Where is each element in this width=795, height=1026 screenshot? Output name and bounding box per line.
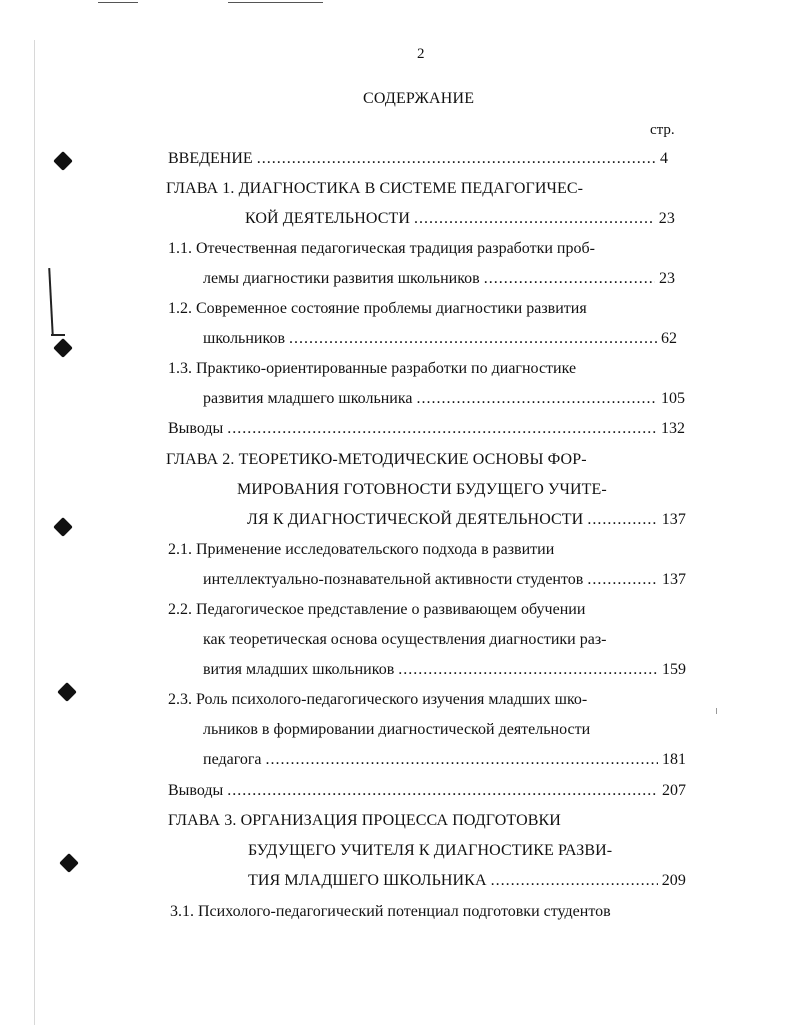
scan-top-line: [98, 2, 138, 3]
toc-label: ТИЯ МЛАДШЕГО ШКОЛЬНИКА: [248, 872, 487, 889]
punch-hole-mark: [53, 151, 73, 171]
toc-label: интеллектуально-познавательной активности студентов: [203, 571, 584, 588]
leader-dots: [484, 269, 655, 289]
toc-chapter-3-line1: ГЛАВА 3. ОРГАНИЗАЦИЯ ПРОЦЕССА ПОДГОТОВКИ: [168, 812, 561, 829]
toc-chapter-3-line2: БУДУЩЕГО УЧИТЕЛЯ К ДИАГНОСТИКЕ РАЗВИ-: [248, 842, 613, 859]
toc-chapter-2-line2: МИРОВАНИЯ ГОТОВНОСТИ БУДУЩЕГО УЧИТЕ-: [237, 481, 607, 498]
toc-page: 137: [662, 571, 686, 588]
toc-entry-chapter-1: [245, 209, 675, 229]
toc-chapter-2-line1: ГЛАВА 2. ТЕОРЕТИКО-МЕТОДИЧЕСКИЕ ОСНОВЫ ФОР-: [166, 451, 587, 468]
leader-dots: [398, 660, 658, 680]
leader-dots: [491, 871, 658, 891]
toc-entry-section-1-2: [203, 329, 677, 349]
leader-dots: [266, 750, 658, 770]
toc-label: Выводы: [168, 782, 224, 799]
toc-label: вития младших школьников: [203, 661, 395, 678]
toc-label: ВВЕДЕНИЕ: [168, 150, 253, 167]
scan-margin-line: [34, 40, 35, 1025]
toc-entry-chapter-2: [247, 510, 686, 530]
toc-label: КОЙ ДЕЯТЕЛЬНОСТИ: [245, 210, 411, 227]
toc-entry-conclusions-1: [168, 419, 685, 439]
toc-entry-section-2-2: [203, 660, 686, 680]
toc-label: развития младшего школьника: [203, 390, 413, 407]
pen-mark: [51, 334, 65, 336]
leader-dots: [414, 209, 655, 229]
toc-label: школьников: [203, 330, 285, 347]
pen-mark: [48, 268, 54, 336]
toc-section-2-2-line2: как теоретическая основа осуществления диагностики раз-: [203, 631, 607, 648]
toc-page: 159: [662, 661, 686, 678]
toc-section-2-1-line1: 2.1. Применение исследовательского подхода в развитии: [168, 541, 555, 558]
leader-dots: [587, 570, 658, 590]
toc-entry-section-1-3: [203, 389, 685, 409]
toc-page: 181: [662, 751, 686, 768]
leader-dots: [417, 389, 658, 409]
punch-hole-mark: [59, 853, 79, 873]
toc-section-1-3-line1: 1.3. Практико-ориентированные разработки по диагностике: [168, 360, 577, 377]
toc-page: 23: [659, 270, 675, 287]
toc-entry-conclusions-2: [168, 781, 686, 801]
scan-top-line: [228, 2, 323, 3]
toc-label: Выводы: [168, 420, 224, 437]
toc-section-2-2-line1: 2.2. Педагогическое представление о развивающем обучении: [168, 601, 586, 618]
toc-section-3-1-line1: 3.1. Психолого-педагогический потенциал подготовки студентов: [170, 903, 611, 920]
toc-entry-section-1-1: [203, 269, 675, 289]
toc-page: 137: [661, 511, 686, 528]
leader-dots: [227, 781, 658, 801]
leader-dots: [587, 510, 657, 530]
page-title: СОДЕРЖАНИЕ: [363, 90, 475, 107]
toc-page: 207: [662, 782, 686, 799]
punch-hole-mark: [57, 682, 77, 702]
scan-speck: [716, 708, 717, 714]
leader-dots: [257, 149, 656, 169]
toc-section-2-3-line1: 2.3. Роль психолого-педагогического изучения младших шко-: [168, 691, 588, 708]
toc-page: 4: [660, 150, 668, 167]
toc-page: 23: [658, 210, 675, 227]
page-column-label: стр.: [650, 122, 675, 138]
leader-dots: [289, 329, 657, 349]
toc-page: 209: [661, 872, 686, 889]
toc-chapter-1-line1: ГЛАВА 1. ДИАГНОСТИКА В СИСТЕМЕ ПЕДАГОГИЧЕС-: [166, 180, 584, 197]
toc-entry-section-2-1: [203, 570, 686, 590]
toc-section-2-3-line2: льников в формировании диагностической деятельности: [203, 721, 591, 738]
toc-section-1-2-line1: 1.2. Современное состояние проблемы диагностики развития: [168, 300, 587, 317]
leader-dots: [227, 419, 657, 439]
toc-page: 105: [661, 390, 685, 407]
toc-entry-section-2-3: [203, 750, 686, 770]
toc-label: ЛЯ К ДИАГНОСТИЧЕСКОЙ ДЕЯТЕЛЬНОСТИ: [247, 511, 584, 528]
toc-page: 62: [661, 330, 677, 347]
toc-label: педагога: [203, 751, 262, 768]
toc-entry-chapter-3: [248, 871, 686, 891]
toc-label: лемы диагностики развития школьников: [203, 270, 480, 287]
toc-page: 132: [661, 420, 685, 437]
toc-entry-intro: [168, 149, 668, 169]
punch-hole-mark: [53, 517, 73, 537]
toc-section-1-1-line1: 1.1. Отечественная педагогическая традиция разработки проб-: [168, 240, 595, 257]
punch-hole-mark: [53, 338, 73, 358]
page-number: 2: [417, 46, 425, 62]
